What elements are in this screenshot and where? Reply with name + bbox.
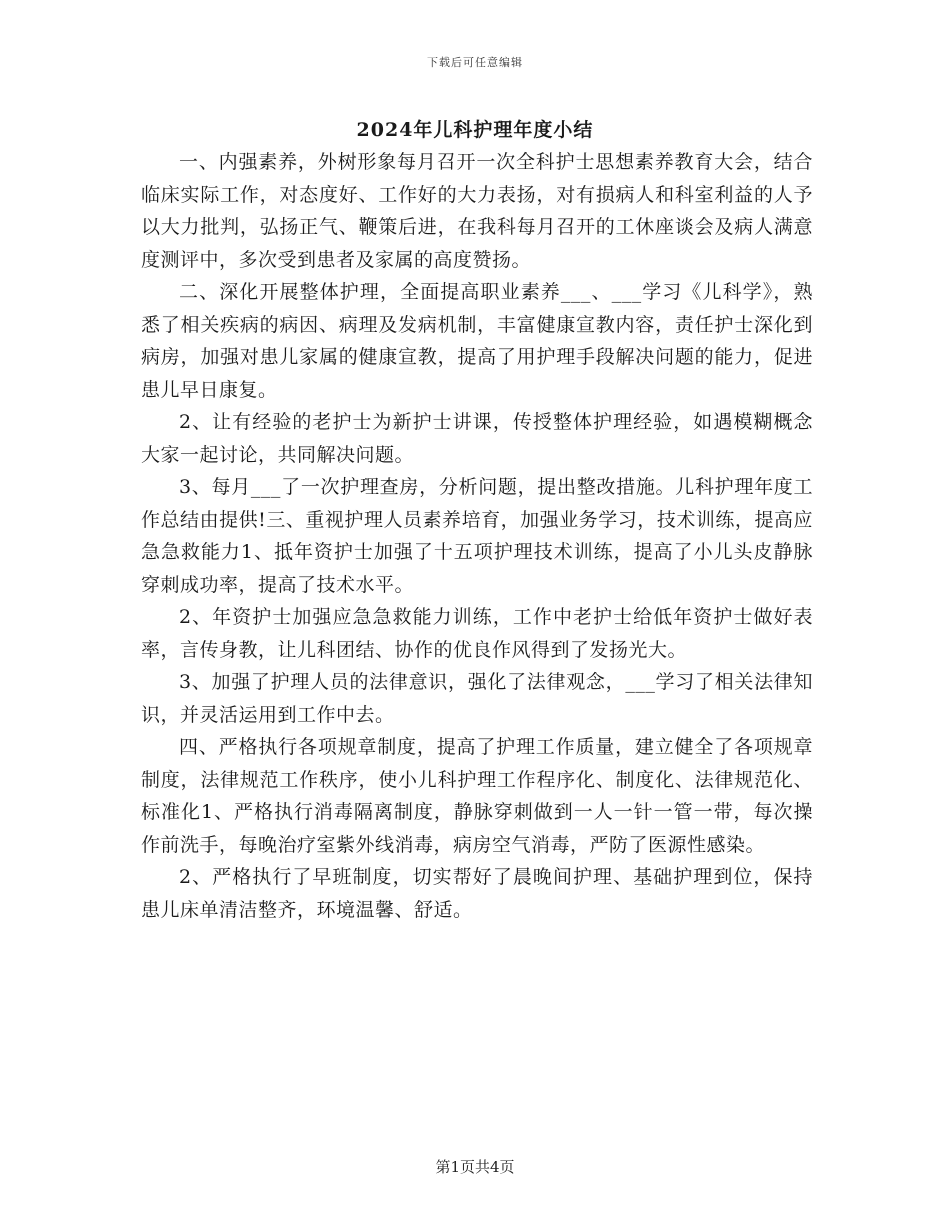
paragraph-2: 二、深化开展整体护理，全面提高职业素养___、___学习《儿科学》，熟悉了相关疾病的病因、病理及发病机制，丰富健康宣教内容，责任护士深化到病房，加强对患儿家属的健康宣教，提高了用护理手段解决问题的能力，促进患儿早日康复。 — [141, 281, 813, 401]
paragraph-7: 四、严格执行各项规章制度，提高了护理工作质量，建立健全了各项规章制度，法律规范工作秩序，使小儿科护理工作程序化、制度化、法律规范化、标准化1、严格执行消毒隔离制度，静脉穿刺做到一人一针一管一带，每次操作前洗手，每晚治疗室紫外线消毒，病房空气消毒，严防了医源性感染。 — [141, 736, 813, 856]
header-note: 下载后可任意编辑 — [427, 56, 523, 69]
page-number: 第1页共4页 — [435, 1158, 515, 1176]
paragraph-1: 一、内强素养，外树形象每月召开一次全科护士思想素养教育大会，结合临床实际工作，对态度好、工作好的大力表扬，对有损病人和科室利益的人予以大力批判，弘扬正气、鞭策后进，在我科每月召开的工休座谈会及病人满意度测评中，多次受到患者及家属的高度赞扬。 — [141, 151, 813, 271]
paragraph-5: 2、年资护士加强应急急救能力训练，工作中老护士给低年资护士做好表率，言传身教，让儿科团结、协作的优良作风得到了发扬光大。 — [141, 606, 813, 661]
paragraph-4: 3、每月___了一次护理查房，分析问题，提出整改措施。儿科护理年度工作总结由提供!三、重视护理人员素养培育，加强业务学习，技术训练，提高应急急救能力1、抵年资护士加强了十五项护理技术训练，提高了小儿头皮静脉穿刺成功率，提高了技术水平。 — [141, 476, 813, 596]
document-body — [141, 146, 813, 926]
document-title: 2024年儿科护理年度小结 — [356, 119, 594, 141]
paragraph-8: 2、严格执行了早班制度，切实帮好了晨晚间护理、基础护理到位，保持患儿床单清洁整齐，环境温馨、舒适。 — [141, 866, 813, 921]
paragraph-3: 2、让有经验的老护士为新护士讲课，传授整体护理经验，如遇模糊概念大家一起讨论，共同解决问题。 — [141, 411, 813, 466]
paragraph-6: 3、加强了护理人员的法律意识，强化了法律观念，___学习了相关法律知识，并灵活运用到工作中去。 — [141, 671, 813, 726]
